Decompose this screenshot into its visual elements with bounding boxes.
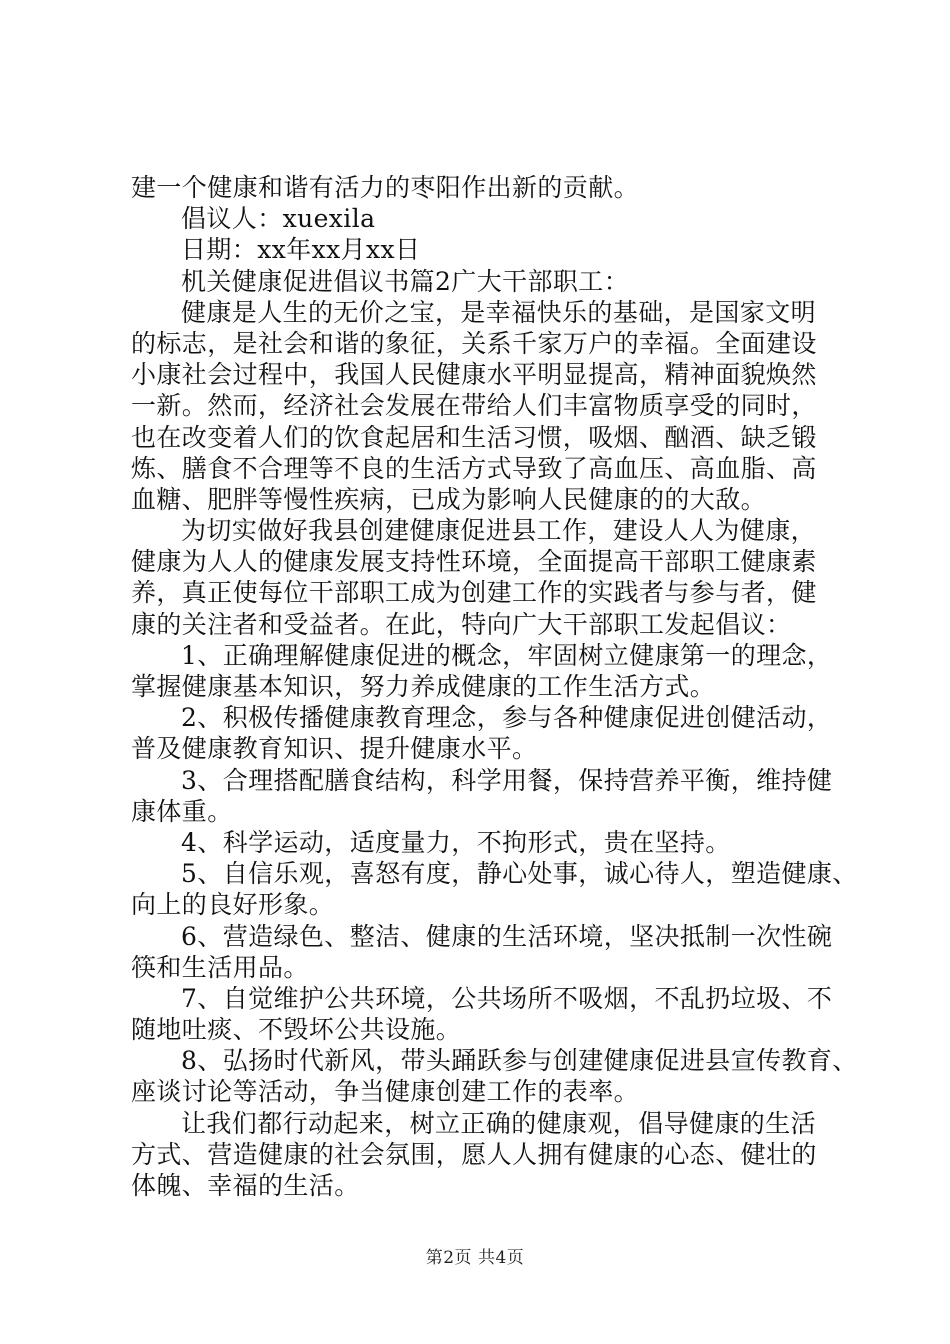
text-line: 座谈讨论等活动，争当健康创建工作的表率。	[131, 1077, 640, 1107]
text-line: 普及健康教育知识、提升健康水平。	[131, 734, 538, 764]
text-line: 8、弘扬时代新风，带头踊跃参与创建健康促进县宣传教育、	[181, 1046, 858, 1076]
text-line: 4、科学运动，适度量力，不拘形式，贵在坚持。	[181, 827, 731, 857]
text-line: 小康社会过程中，我国人民健康水平明显提高，精神面貌焕然	[131, 360, 817, 390]
text-line: 健康为人人的健康发展支持性环境，全面提高干部职工健康素	[131, 547, 817, 577]
text-line: 7、自觉维护公共环境，公共场所不吸烟，不乱扔垃圾、不	[181, 983, 833, 1013]
text-line: 筷和生活用品。	[131, 952, 309, 982]
text-line: 向上的良好形象。	[131, 890, 335, 920]
text-line: 5、自信乐观，喜怒有度，静心处事，诚心待人，塑造健康、	[181, 859, 858, 889]
text-line: 1、正确理解健康促进的概念，牢固树立健康第一的理念，	[181, 640, 833, 670]
text-line: 体魄、幸福的生活。	[131, 1171, 360, 1200]
text-line: 养，真正使每位干部职工成为创建工作的实践者与参与者，健	[131, 578, 817, 608]
text-line: 随地吐痰、不毁坏公共设施。	[131, 1015, 462, 1045]
text-line: 血糖、肥胖等慢性疾病，已成为影响人民健康的的大敌。	[131, 484, 767, 514]
document-body	[131, 172, 858, 1201]
text-line: 一新。然而，经济社会发展在带给人们丰富物质享受的同时，	[131, 391, 817, 421]
text-line: 掌握健康基本知识，努力养成健康的工作生活方式。	[131, 672, 716, 701]
text-line: 3、合理搭配膳食结构，科学用餐，保持营养平衡，维持健	[181, 765, 833, 795]
page-footer: 第2页 共4页	[425, 1248, 525, 1268]
text-line: 2、积极传播健康教育理念，参与各种健康促进创健活动，	[181, 703, 833, 733]
text-line: 康体重。	[131, 796, 233, 826]
text-line: 倡议人：xuexila	[181, 204, 376, 234]
text-line: 日期：xx年xx月xx日	[181, 235, 421, 265]
text-line: 6、营造绿色、整洁、健康的生活环境，坚决抵制一次性碗	[181, 921, 833, 951]
text-line: 的标志，是社会和谐的象征，关系千家万户的幸福。全面建设	[131, 328, 817, 358]
text-line: 建一个健康和谐有活力的枣阳作出新的贡献。	[131, 173, 640, 202]
text-line: 炼、膳食不合理等不良的生活方式导致了高血压、高血脂、高	[131, 453, 817, 483]
text-line: 方式、营造健康的社会氛围，愿人人拥有健康的心态、健壮的	[131, 1139, 817, 1169]
text-line: 让我们都行动起来，树立正确的健康观，倡导健康的生活	[181, 1108, 817, 1138]
text-line: 机关健康促进倡议书篇2广大干部职工：	[181, 266, 630, 296]
text-line: 也在改变着人们的饮食起居和生活习惯，吸烟、酗酒、缺乏锻	[131, 422, 817, 452]
text-line: 健康是人生的无价之宝，是幸福快乐的基础，是国家文明	[181, 297, 817, 327]
text-line: 为切实做好我县创建健康促进县工作，建设人人为健康，	[181, 516, 817, 546]
text-line: 康的关注者和受益者。在此，特向广大干部职工发起倡议：	[131, 609, 792, 639]
